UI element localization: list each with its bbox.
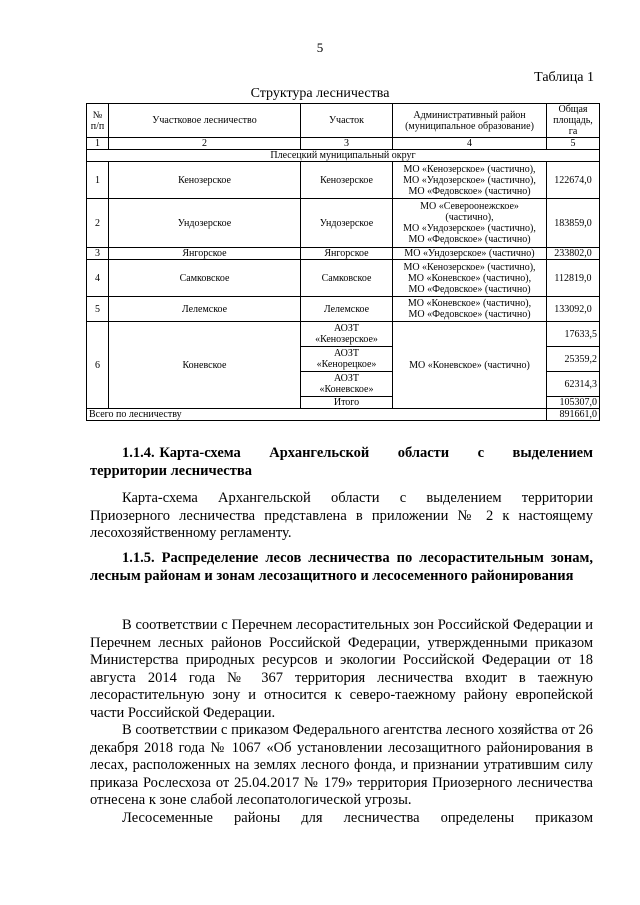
table-row [87,162,600,199]
plot-name [301,322,393,347]
total-label: Всего по лесничеству [87,409,547,421]
district-line: (частично), [445,212,494,223]
district-cell [393,260,547,297]
total-area: 891661,0 [547,409,600,421]
section-title-line: территории лесничества [90,462,252,479]
row-number: 1 [87,162,109,199]
district-line: МО «Ундозерское» (частично) [404,248,535,259]
section-1-1-4 [90,445,593,480]
forestry-name: Коневское [109,322,301,409]
header-cell: Участковое лесничество [109,104,301,138]
paragraph: В соответствии с Перечнем лесорастительных зон Российской Федерации и Перечнем лесных районов Российской Федерации, утвержденными приказом Министерства природных ресурсов и экологии Российской Федерации от 18 августа 2014 года № 367 территория лесничества входит в таежную лесорастительную зону и относится к северо-таежному району европейской части Российской Федерации. [90,617,593,721]
header-cell: № п/п [87,104,109,138]
district-cell [393,248,547,260]
district-line: МО «Федовское» (частично) [408,234,531,245]
district-line: МО «Федовское» (частично) [408,185,531,197]
table-title: Структура лесничества [250,86,390,101]
section-title: 1.1.5. Распределение лесов лесничества по лесорастительным зонам, лесным районам и зонам лесозащитного и лесосеменного районирования [90,550,593,584]
area-value: 122674,0 [547,162,600,199]
plot-name: Самковское [301,260,393,297]
district-line: МО «Федовское» (частично) [408,283,531,295]
row-number: 2 [87,199,109,248]
forestry-name: Янгорское [109,248,301,260]
plot-line: АОЗТ [333,348,360,359]
section-title [90,445,593,480]
section-1-1-5-body [90,617,593,827]
forestry-name: Лелемское [109,297,301,322]
row-number: 4 [87,260,109,297]
plot-line: АОЗТ [333,373,360,384]
table-label: Таблица 1 [534,70,594,85]
plot-line: «Коневское» [319,384,374,395]
row-number: 6 [87,322,109,409]
area-value: 25359,2 [547,347,600,372]
column-number: 3 [301,138,393,150]
table-row [87,260,600,297]
row-number: 5 [87,297,109,322]
table-row [87,322,600,347]
plot-line: АОЗТ [333,323,360,334]
district-line: МО «Ундозерское» (частично), [403,174,536,186]
column-number: 1 [87,138,109,150]
district-line: МО «Североонежское» [420,201,519,212]
district-cell [393,162,547,199]
district-line: МО «Коневское» (частично), [407,298,532,309]
header-cell: Общая площадь, га [547,104,600,138]
area-value: 133092,0 [547,297,600,322]
forestry-name: Кенозерское [109,162,301,199]
district-line: МО «Федовское» (частично) [408,309,531,320]
forestry-name: Самковское [109,260,301,297]
section-title-line: 1.1.4. Карта-схема Архангельской области с выделением [122,445,593,461]
column-number: 5 [547,138,600,150]
total-row [87,409,600,421]
plot-name: Кенозерское [301,162,393,199]
district-line: МО «Кенозерское» (частично), [403,163,536,175]
paragraph: В соответствии с приказом Федерального агентства лесного хозяйства от 26 декабря 2018 года № 1067 «Об установлении лесозащитного районирования в лесах, расположенных на землях лесного фонда, и признании утратившим силу приказа Рослесхоза от 25.04.2017 № 179» территория Приозерного лесничества отнесена к зоне слабой лесопатологической угрозы. [90,722,593,808]
row-number: 3 [87,248,109,260]
table-row [87,297,600,322]
plot-name [301,372,393,397]
paragraph: Лесосеменные районы для лесничества определены приказом [122,809,593,826]
area-value: 105307,0 [547,397,600,409]
page-number: 5 [316,40,324,55]
column-number-row [87,138,600,150]
area-value: 112819,0 [547,260,600,297]
column-number: 4 [393,138,547,150]
plot-name: Лелемское [301,297,393,322]
forestry-name: Ундозерское [109,199,301,248]
district-line: МО «Ундозерское» (частично), [403,223,536,234]
district-line: МО «Кенозерское» (частично), [403,261,536,273]
plot-name [301,347,393,372]
header-cell: Участок [301,104,393,138]
plot-name: Янгорское [301,248,393,260]
section-1-1-4-body [90,490,593,543]
area-value: 183859,0 [547,199,600,248]
district-cell [393,199,547,248]
district-cell: МО «Коневское» (частично) [393,322,547,409]
table-header-row [87,104,600,138]
header-cell: Административный район (муниципальное образование) [393,104,547,138]
area-value: 17633,5 [547,322,600,347]
plot-line: «Кенозерское» [315,334,378,345]
area-value: 233802,0 [547,248,600,260]
plot-name [301,397,393,409]
plot-line: Итого [333,397,360,408]
group-row [87,150,600,162]
forestry-structure-table [86,103,600,421]
group-title: Плесецкий муниципальный округ [87,150,600,162]
paragraph: Карта-схема Архангельской области с выделением территории Приозерного лесничества представлена в приложении № 2 к настоящему лесохозяйственному регламенту. [90,490,593,541]
plot-line: «Кенорецкое» [316,359,377,370]
table-row [87,199,600,248]
area-value: 62314,3 [547,372,600,397]
section-1-1-5 [90,550,593,585]
district-cell [393,297,547,322]
column-number: 2 [109,138,301,150]
table-row [87,248,600,260]
district-line: МО «Коневское» (частично), [407,272,532,284]
plot-name: Ундозерское [301,199,393,248]
